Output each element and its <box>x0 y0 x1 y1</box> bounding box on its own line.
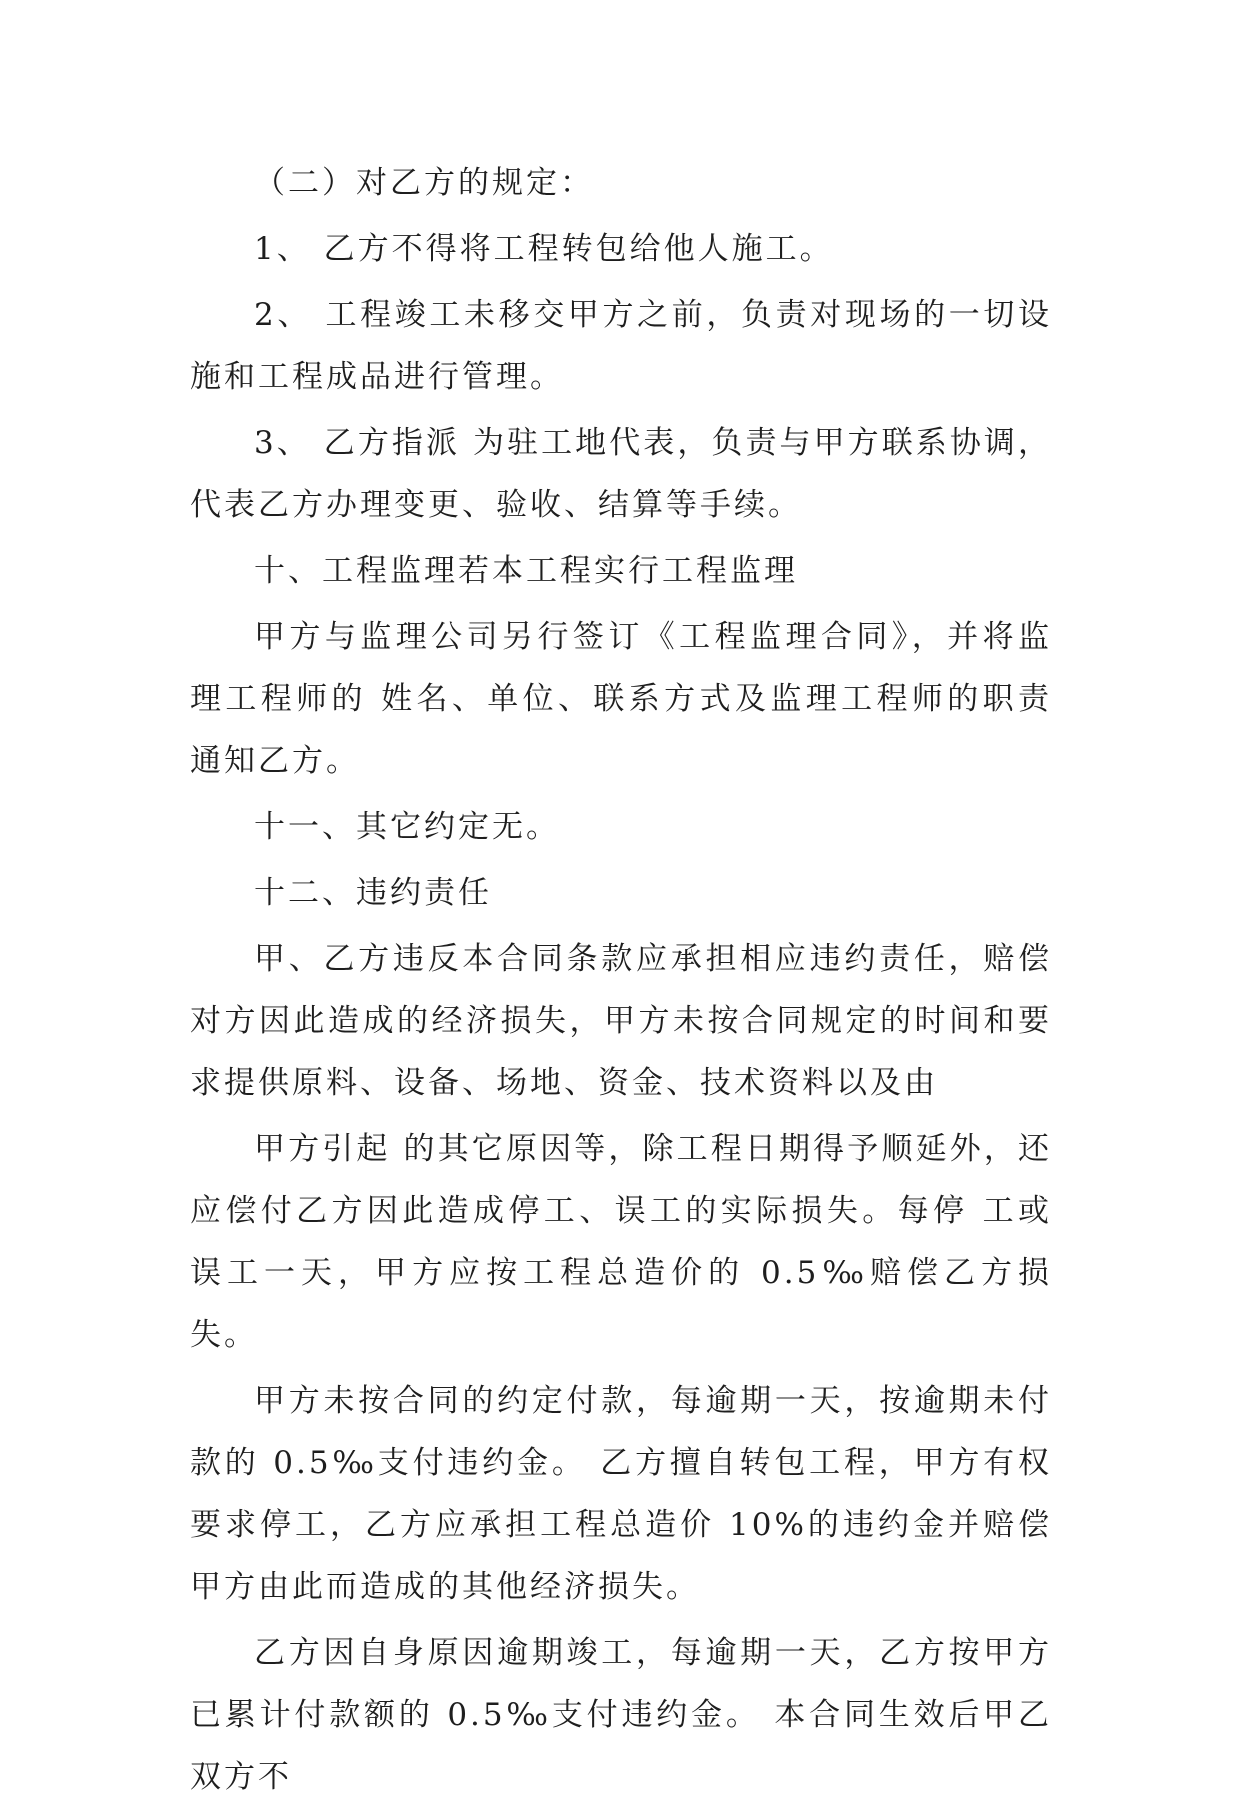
paragraph-item-3: 3、 乙方指派 为驻工地代表，负责与甲方联系协调，代表乙方办理变更、验收、结算等手续。 <box>190 425 1052 523</box>
paragraph-item-1: 1、 乙方不得将工程转包给他人施工。 <box>254 231 834 267</box>
paragraph-section-2-heading: （二）对乙方的规定： <box>254 165 594 201</box>
paragraph-item-2: 2、 工程竣工未移交甲方之前，负责对现场的一切设施和工程成品进行管理。 <box>190 297 1052 395</box>
paragraph-supervision-contract: 甲方与监理公司另行签订《工程监理合同》，并将监理工程师的 姓名、单位、联系方式及监理工程师的职责通知乙方。 <box>190 619 1052 779</box>
paragraph-completion-penalty: 乙方因自身原因逾期竣工，每逾期一天，乙方按甲方已累计付款额的 0.5‰支付违约金。 本合同生效后甲乙双方不 <box>190 1635 1052 1795</box>
paragraph-section-10-heading: 十、工程监理若本工程实行工程监理 <box>254 553 798 589</box>
paragraph-payment-penalty: 甲方未按合同的约定付款，每逾期一天，按逾期未付款的 0.5‰支付违约金。 乙方擅自转包工程，甲方有权要求停工，乙方应承担工程总造价 10%的违约金并赔偿甲方由此而造成的其他经济损失。 <box>190 1383 1052 1605</box>
paragraph-breach-liability: 甲、乙方违反本合同条款应承担相应违约责任，赔偿对方因此造成的经济损失，甲方未按合同规定的时间和要求提供原料、设备、场地、资金、技术资料以及由 <box>190 941 1052 1101</box>
paragraph-section-12-heading: 十二、违约责任 <box>254 875 492 911</box>
document-body <box>190 152 1052 1808</box>
paragraph-party-a-delay: 甲方引起 的其它原因等，除工程日期得予顺延外，还应偿付乙方因此造成停工、误工的实际损失。每停 工或误工一天，甲方应按工程总造价的 0.5‰赔偿乙方损失。 <box>190 1131 1052 1353</box>
paragraph-section-11-heading: 十一、其它约定无。 <box>254 809 560 845</box>
